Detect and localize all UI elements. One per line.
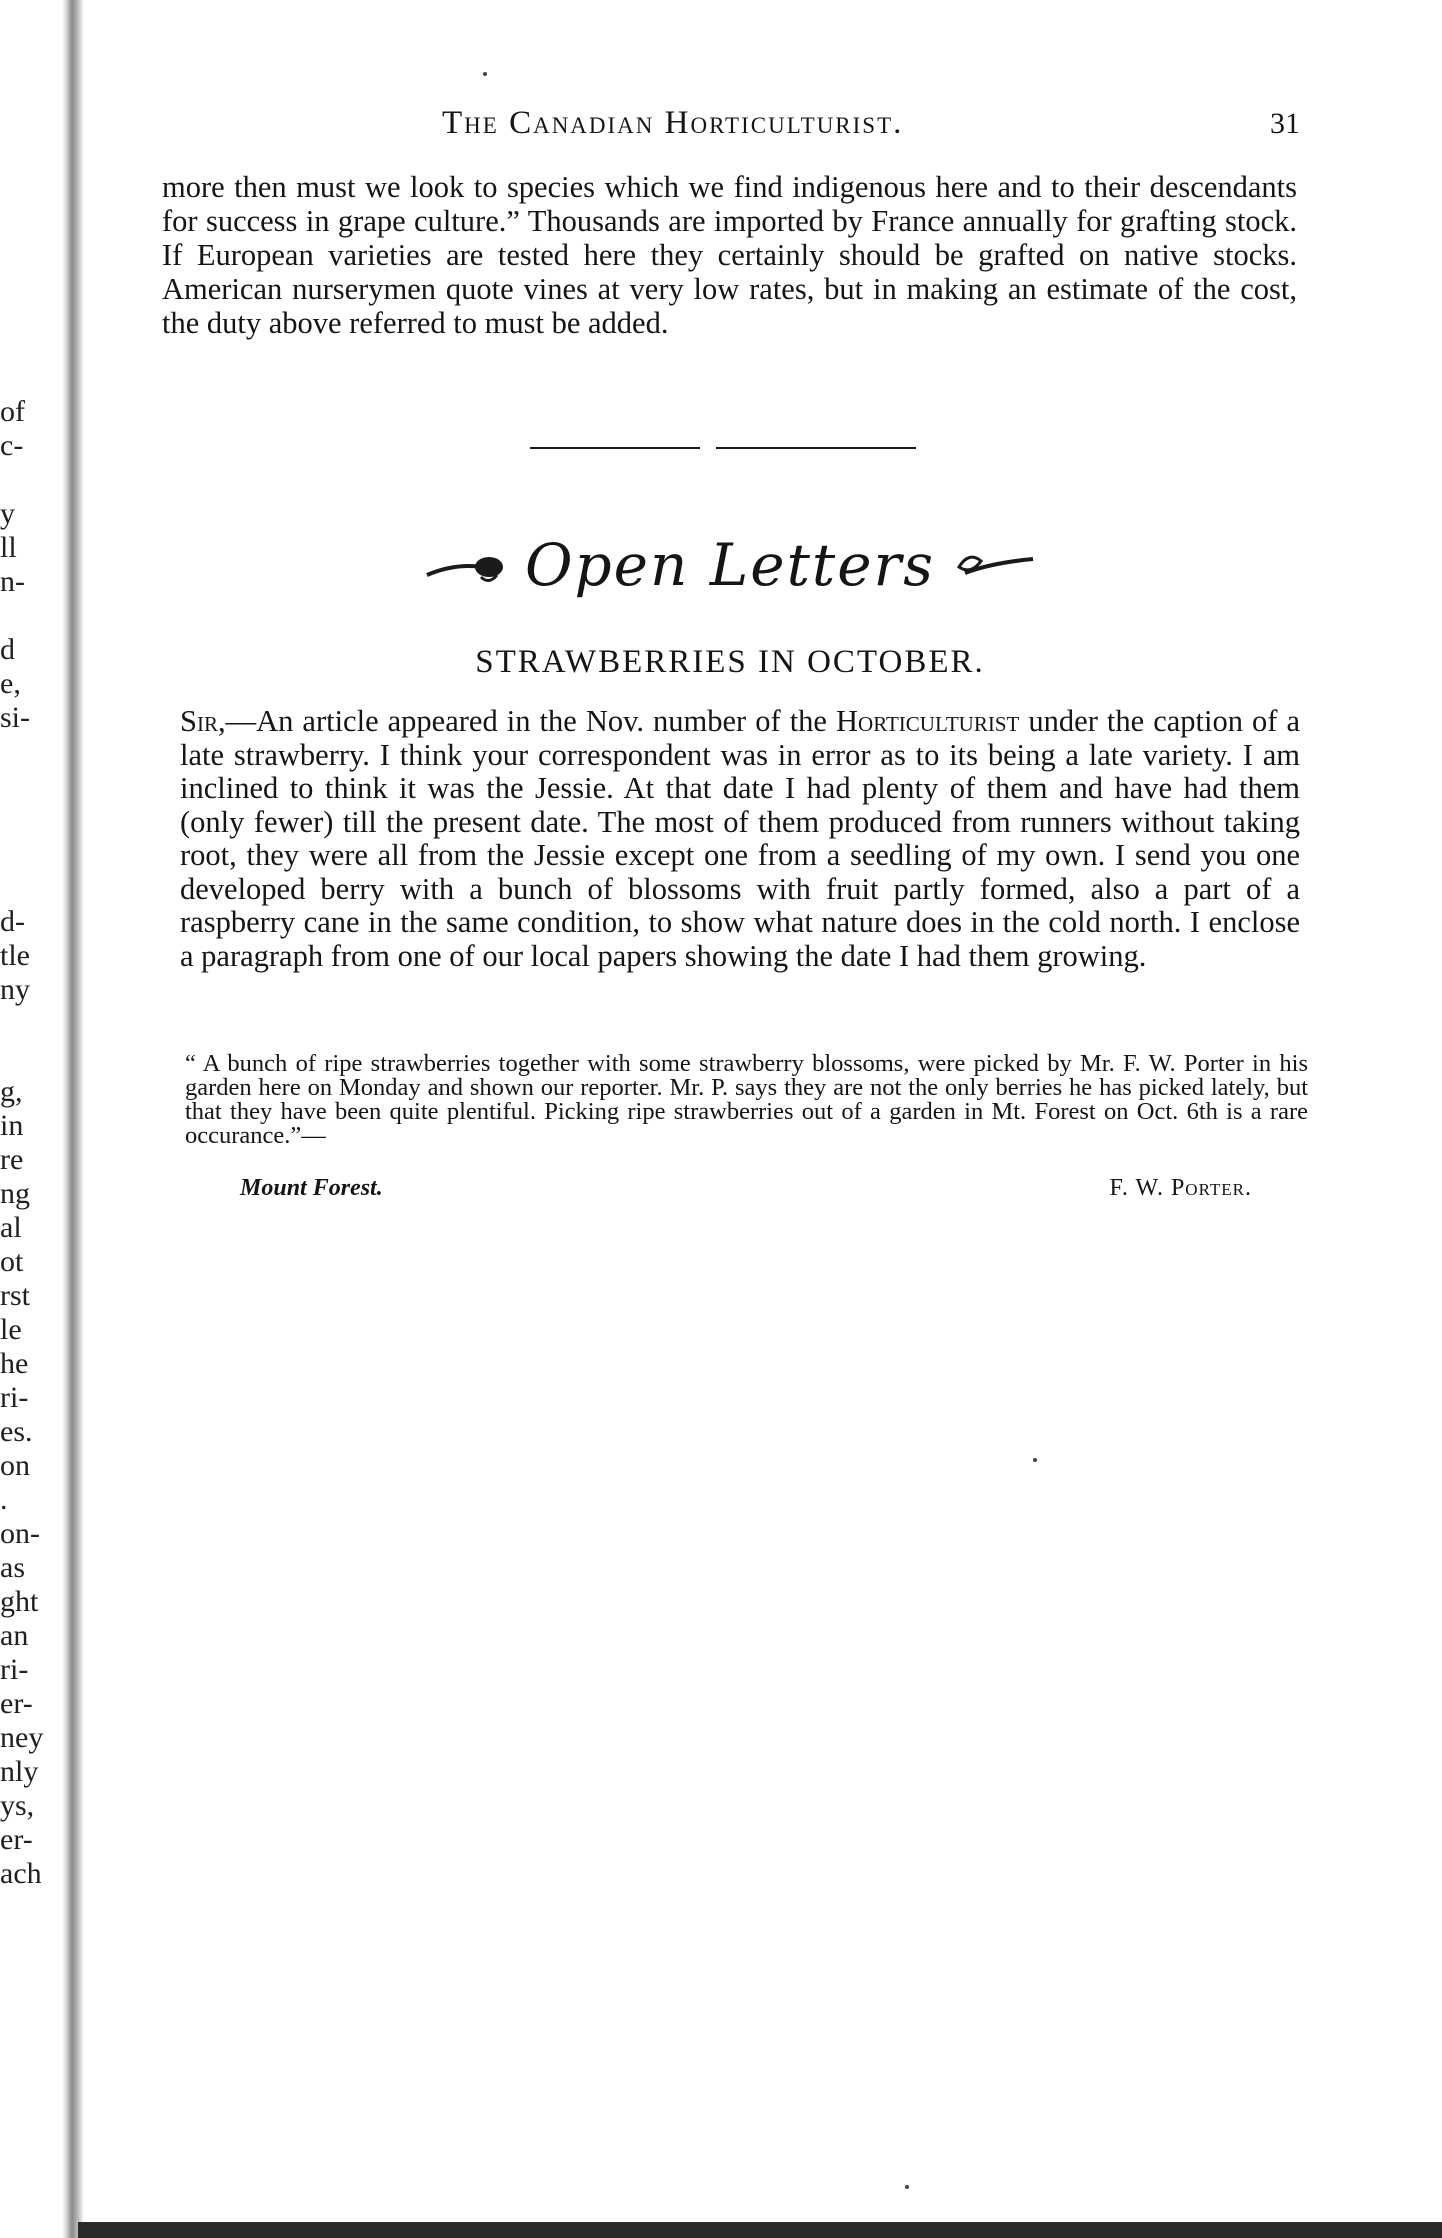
facing-page-fragment: er- — [0, 1687, 33, 1720]
facing-page-fragment: c- — [0, 429, 24, 462]
facing-page-fragment: ght — [0, 1585, 39, 1618]
facing-page-fragment: an — [0, 1619, 29, 1652]
facing-page-fragment — [0, 803, 60, 837]
facing-page-fragment: on — [0, 1449, 30, 1482]
facing-page-fragment — [0, 1041, 60, 1075]
print-speck — [483, 72, 487, 76]
facing-page-fragment: d — [0, 633, 15, 666]
section-banner — [400, 520, 1060, 610]
facing-page-fragment: ri- — [0, 1381, 29, 1414]
facing-page-fragment — [0, 769, 60, 803]
place-name: Mount Forest. — [240, 1175, 383, 1201]
facing-page-fragment: in — [0, 1109, 24, 1142]
facing-page-fragment: d- — [0, 905, 25, 938]
letter-body — [180, 705, 1300, 973]
facing-page-fragments — [0, 395, 60, 1891]
facing-page-fragment: al — [0, 1211, 22, 1244]
facing-page-fragment — [0, 837, 60, 871]
facing-page-fragment: ach — [0, 1857, 42, 1890]
facing-page-fragment: g, — [0, 1075, 23, 1108]
right-flourish-icon — [951, 545, 1035, 585]
section-banner-text: Open Letters — [524, 531, 936, 599]
facing-page-fragment — [0, 871, 60, 905]
facing-page-fragment: tle — [0, 939, 30, 972]
running-title: The Canadian Horticulturist. — [442, 105, 904, 141]
section-divider-left — [530, 447, 700, 449]
facing-page-fragment: rst — [0, 1279, 30, 1312]
facing-page-fragment: on- — [0, 1517, 40, 1550]
print-speck — [1033, 1458, 1037, 1462]
facing-page-fragment: of — [0, 395, 25, 428]
facing-page-fragment: ot — [0, 1245, 24, 1278]
facing-page-fragment: n- — [0, 565, 25, 598]
facing-page-fragment: y — [0, 497, 15, 530]
facing-page-fragment: er- — [0, 1823, 33, 1856]
newspaper-quote: “ A bunch of ripe strawberries together with some strawberry blossoms, were picked by Mr. F. W. Porter in his garden here on Monday and shown our reporter. Mr. P. says they are not the only berries he has picked lately, but that they have been quite plentiful. Picking ripe strawberries out of a garden in Mt. Forest on Oct. 6th is a rare occurance.”— — [185, 1050, 1308, 1149]
letter-body-part-1: —An article appeared in the Nov. number of the — [225, 704, 837, 738]
running-header — [160, 105, 1300, 151]
left-flourish-icon — [425, 545, 509, 585]
facing-page-fragment: ll — [0, 531, 17, 564]
page-number: 31 — [1270, 107, 1300, 140]
section-divider-right — [716, 447, 916, 449]
facing-page-fragment: as — [0, 1551, 25, 1584]
facing-page-fragment: ys, — [0, 1789, 35, 1822]
facing-page-fragment: . — [0, 1483, 8, 1516]
facing-page-fragment: ny — [0, 973, 30, 1006]
facing-page-fragment: es. — [0, 1415, 33, 1448]
letter-body-part-2: under the caption of a late strawberry. I think your correspondent was in error as to its being a late variety. I am inclined to think it was the Jessie. At that date I had plenty of them and have had them (only fewer) till the present date. The most of them produced from runners without taking root, they were all from the Jessie except one from a seedling of my own. I send you one developed berry with a bunch of blossoms with fruit partly formed, also a part of a raspberry cane in the same condition, to show what nature does in the cold north. I enclose a paragraph from one of our local papers showing the date I had them growing. — [180, 704, 1301, 973]
facing-page-fragment — [0, 735, 60, 769]
facing-page-fragment: si- — [0, 701, 30, 734]
facing-page-fragment: le — [0, 1313, 22, 1346]
facing-page-fragment: nly — [0, 1755, 39, 1788]
opening-paragraph: more then must we look to species which we find indigenous here and to their descendants for success in grape culture.” Thousands are imported by France annually for grafting stock. If European varieties are tested here they certainly should be grafted on native stocks. American nurserymen quote vines at very low rates, but in making an estimate of the cost, the duty above referred to must be added. — [162, 170, 1297, 340]
facing-page-fragment: re — [0, 1143, 24, 1176]
facing-page-fragment: e, — [0, 667, 21, 700]
publication-name: Horticulturist — [836, 704, 1020, 738]
facing-page-fragment — [0, 1007, 60, 1041]
salutation: Sir, — [180, 704, 226, 738]
facing-page-fragment — [0, 463, 60, 497]
print-speck — [905, 2185, 909, 2189]
author-name: F. W. Porter. — [1109, 1175, 1252, 1201]
facing-page-fragment: ri- — [0, 1653, 29, 1686]
facing-page-fragment: ng — [0, 1177, 30, 1210]
signoff — [240, 1175, 1252, 1205]
facing-page-fragment: ney — [0, 1721, 44, 1754]
article-title: STRAWBERRIES IN OCTOBER. — [475, 644, 985, 680]
page-bottom-edge — [78, 2222, 1442, 2238]
facing-page-fragment — [0, 599, 60, 633]
facing-page-fragment: he — [0, 1347, 29, 1380]
